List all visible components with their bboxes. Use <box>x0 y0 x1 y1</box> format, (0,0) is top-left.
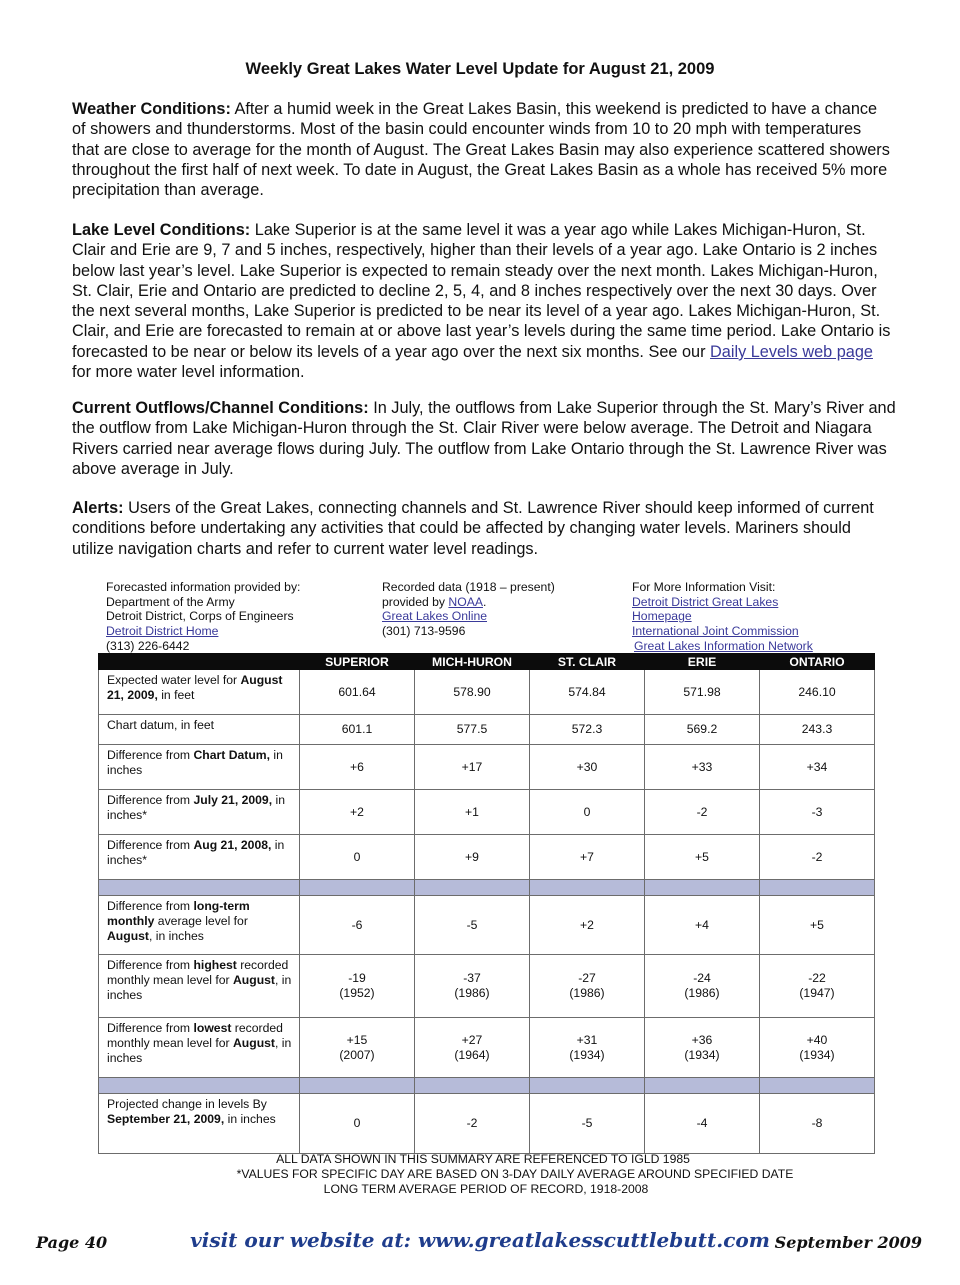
forecast-line: Detroit District, Corps of Engineers <box>106 609 294 624</box>
table-separator <box>99 1078 875 1094</box>
ijc-link[interactable]: International Joint Commission <box>632 624 799 639</box>
glin-link[interactable]: Great Lakes Information Network <box>634 638 813 653</box>
table-cell: +7 <box>530 835 645 880</box>
table-row <box>99 896 875 955</box>
table-row <box>99 1094 875 1154</box>
homepage-link[interactable]: Homepage <box>632 609 692 624</box>
table-row <box>99 715 875 745</box>
table-cell: +1 <box>415 790 530 835</box>
table-cell: +6 <box>300 745 415 790</box>
table-cell: +34 <box>760 745 875 790</box>
row-label: Expected water level for August 21, 2009, in feet <box>99 670 300 715</box>
table-cell: -8 <box>760 1094 875 1154</box>
table-cell: 578.90 <box>415 670 530 715</box>
table-cell: -37 (1986) <box>415 955 530 1018</box>
table-row <box>99 1018 875 1078</box>
table-cell: -2 <box>645 790 760 835</box>
table-header-row <box>99 654 875 670</box>
note-specific-day: *VALUES FOR SPECIFIC DAY ARE BASED ON 3-DAY DAILY AVERAGE AROUND SPECIFIED DATE <box>236 1167 794 1181</box>
table-cell: +15 (2007) <box>300 1018 415 1078</box>
noaa-link[interactable]: NOAA <box>448 594 483 609</box>
note-igld: ALL DATA SHOWN IN THIS SUMMARY ARE REFERENCED TO IGLD 1985 <box>276 1152 690 1166</box>
row-label: Difference from long-term monthly average level for August, in inches <box>99 896 300 955</box>
table-cell: +36 (1934) <box>645 1018 760 1078</box>
lake-level-conditions <box>72 220 892 382</box>
table-cell: -2 <box>415 1094 530 1154</box>
table-cell: +2 <box>530 896 645 955</box>
table-cell: +17 <box>415 745 530 790</box>
row-label: Difference from Chart Datum, in inches <box>99 745 300 790</box>
lake-level-tail: for more water level information. <box>72 363 305 382</box>
table-cell: +31 (1934) <box>530 1018 645 1078</box>
table-cell: -5 <box>530 1094 645 1154</box>
table-cell: 574.84 <box>530 670 645 715</box>
weather-conditions <box>72 99 892 200</box>
table-cell: -27 (1986) <box>530 955 645 1018</box>
row-label: Difference from July 21, 2009, in inches* <box>99 790 300 835</box>
row-label: Chart datum, in feet <box>99 715 300 745</box>
row-label: Difference from lowest recorded monthly mean level for August, in inches <box>99 1018 300 1078</box>
table-row <box>99 670 875 715</box>
table-cell: -3 <box>760 790 875 835</box>
table-header-ontario: ONTARIO <box>760 654 875 670</box>
table-cell: 246.10 <box>760 670 875 715</box>
more-info <box>632 580 813 654</box>
table-cell: -24 (1986) <box>645 955 760 1018</box>
table-cell: +33 <box>645 745 760 790</box>
recorded-phone: (301) 713-9596 <box>382 624 466 639</box>
table-row <box>99 790 875 835</box>
page-title: Weekly Great Lakes Water Level Update for August 21, 2009 <box>245 60 715 78</box>
outflows-heading: Current Outflows/Channel Conditions: <box>72 399 369 417</box>
table-cell: 571.98 <box>645 670 760 715</box>
recorded-line: Recorded data (1918 – present) <box>382 580 555 594</box>
forecast-line: Department of the Army <box>106 594 235 609</box>
forecast-info <box>106 580 300 654</box>
table-row <box>99 955 875 1018</box>
table-separator <box>99 880 875 896</box>
recorded-line: provided by <box>382 594 449 609</box>
table-cell: -4 <box>645 1094 760 1154</box>
table-header-st-clair: ST. CLAIR <box>530 654 645 670</box>
table-row <box>99 745 875 790</box>
row-label: Difference from highest recorded monthly mean level for August, in inches <box>99 955 300 1018</box>
table-cell: +2 <box>300 790 415 835</box>
detroit-district-home-link[interactable]: Detroit District Home <box>106 624 219 639</box>
table-cell: -5 <box>415 896 530 955</box>
table-cell: 577.5 <box>415 715 530 745</box>
table-cell: +9 <box>415 835 530 880</box>
daily-levels-link[interactable]: Daily Levels web page <box>710 342 873 361</box>
table-cell: +27 (1964) <box>415 1018 530 1078</box>
row-label: Difference from Aug 21, 2008, in inches* <box>99 835 300 880</box>
table-cell: +4 <box>645 896 760 955</box>
water-level-table <box>98 653 875 1154</box>
weather-heading: Weather Conditions: <box>72 100 231 118</box>
forecast-phone: (313) 226-6442 <box>106 638 190 653</box>
table-cell: 243.3 <box>760 715 875 745</box>
alerts-text: Users of the Great Lakes, connecting channels and St. Lawrence River should keep informed of current conditions before undertaking any activities that could be affected by changing water levels. Mariners should utilize navigation charts and refer to current water level readings. <box>72 499 874 558</box>
footer-website[interactable]: visit our website at: www.greatlakesscuttlebutt.com <box>190 1228 770 1252</box>
table-cell: 569.2 <box>645 715 760 745</box>
alerts <box>72 498 892 559</box>
recorded-line: . <box>482 594 487 609</box>
table-cell: -22 (1947) <box>760 955 875 1018</box>
table-cell: 0 <box>300 1094 415 1154</box>
table-cell: +5 <box>645 835 760 880</box>
recorded-info <box>382 580 555 639</box>
table-row <box>99 835 875 880</box>
table-cell: -2 <box>760 835 875 880</box>
alerts-heading: Alerts: <box>72 499 124 517</box>
footer-page-number: Page 40 <box>36 1233 108 1252</box>
table-cell: 601.64 <box>300 670 415 715</box>
table-cell: -19 (1952) <box>300 955 415 1018</box>
outflows-conditions <box>72 398 897 479</box>
outflows-text: In July, the outflows from Lake Superior through the St. Mary’s River and the outflow from Lake Michigan-Huron through the St. Clair River were below average. The Detroit and Niagara Rivers carried near average flows during July. The outflow from Lake Ontario through the St. Lawrence River was above average in July. <box>72 399 896 478</box>
table-cell: +5 <box>760 896 875 955</box>
forecast-line: Forecasted information provided by: <box>106 580 301 594</box>
row-label: Projected change in levels By September 21, 2009, in inches <box>99 1094 300 1154</box>
table-cell: +40 (1934) <box>760 1018 875 1078</box>
table-header-mich-huron: MICH-HURON <box>415 654 530 670</box>
footer-date: September 2009 <box>774 1233 922 1252</box>
great-lakes-online-link[interactable]: Great Lakes Online <box>382 609 488 624</box>
table-cell: 572.3 <box>530 715 645 745</box>
table-header-superior: SUPERIOR <box>300 654 415 670</box>
more-info-heading: For More Information Visit: <box>632 580 776 594</box>
lake-level-heading: Lake Level Conditions: <box>72 221 251 239</box>
detroit-district-great-lakes-link[interactable]: Detroit District Great Lakes <box>632 594 779 609</box>
table-cell: 0 <box>300 835 415 880</box>
weather-text: After a humid week in the Great Lakes Basin, this weekend is predicted to have a chance of showers and thunderstorms. Most of the basin could encounter winds from 10 to 20 mph with temperatures that are close to average for the month of August. The Great Lakes Basin may also experience scattered showers throughout the first half of next week. To date in August, the Great Lakes Basin as a whole has received 5% more precipitation than average. <box>72 100 890 200</box>
note-long-term: LONG TERM AVERAGE PERIOD OF RECORD, 1918-2008 <box>323 1182 649 1196</box>
table-cell: -6 <box>300 896 415 955</box>
table-cell: +30 <box>530 745 645 790</box>
table-cell: 0 <box>530 790 645 835</box>
table-cell: 601.1 <box>300 715 415 745</box>
lake-level-text: Lake Superior is at the same level it was a year ago while Lakes Michigan-Huron, St. Clair and Erie are 9, 7 and 5 inches, respectively, higher than their levels of a year ago. Lake Ontario is 2 inches below last year’s level. Lake Superior is expected to remain steady over the next month. Lakes Michigan-Huron, St. Clair, Erie and Ontario are predicted to decline 2, 5, 4, and 8 inches respectively over the next 30 days. Over the next several months, Lake Superior is predicted to be near its level of a year ago. Lakes Michigan-Huron, St. Clair, and Erie are forecasted to remain at or above last year’s levels during the same time period. Lake Ontario is forecasted to be near or below its levels of a year ago over the next six months. See our <box>72 221 891 361</box>
table-header-erie: ERIE <box>645 654 760 670</box>
table-header-blank <box>99 654 300 670</box>
